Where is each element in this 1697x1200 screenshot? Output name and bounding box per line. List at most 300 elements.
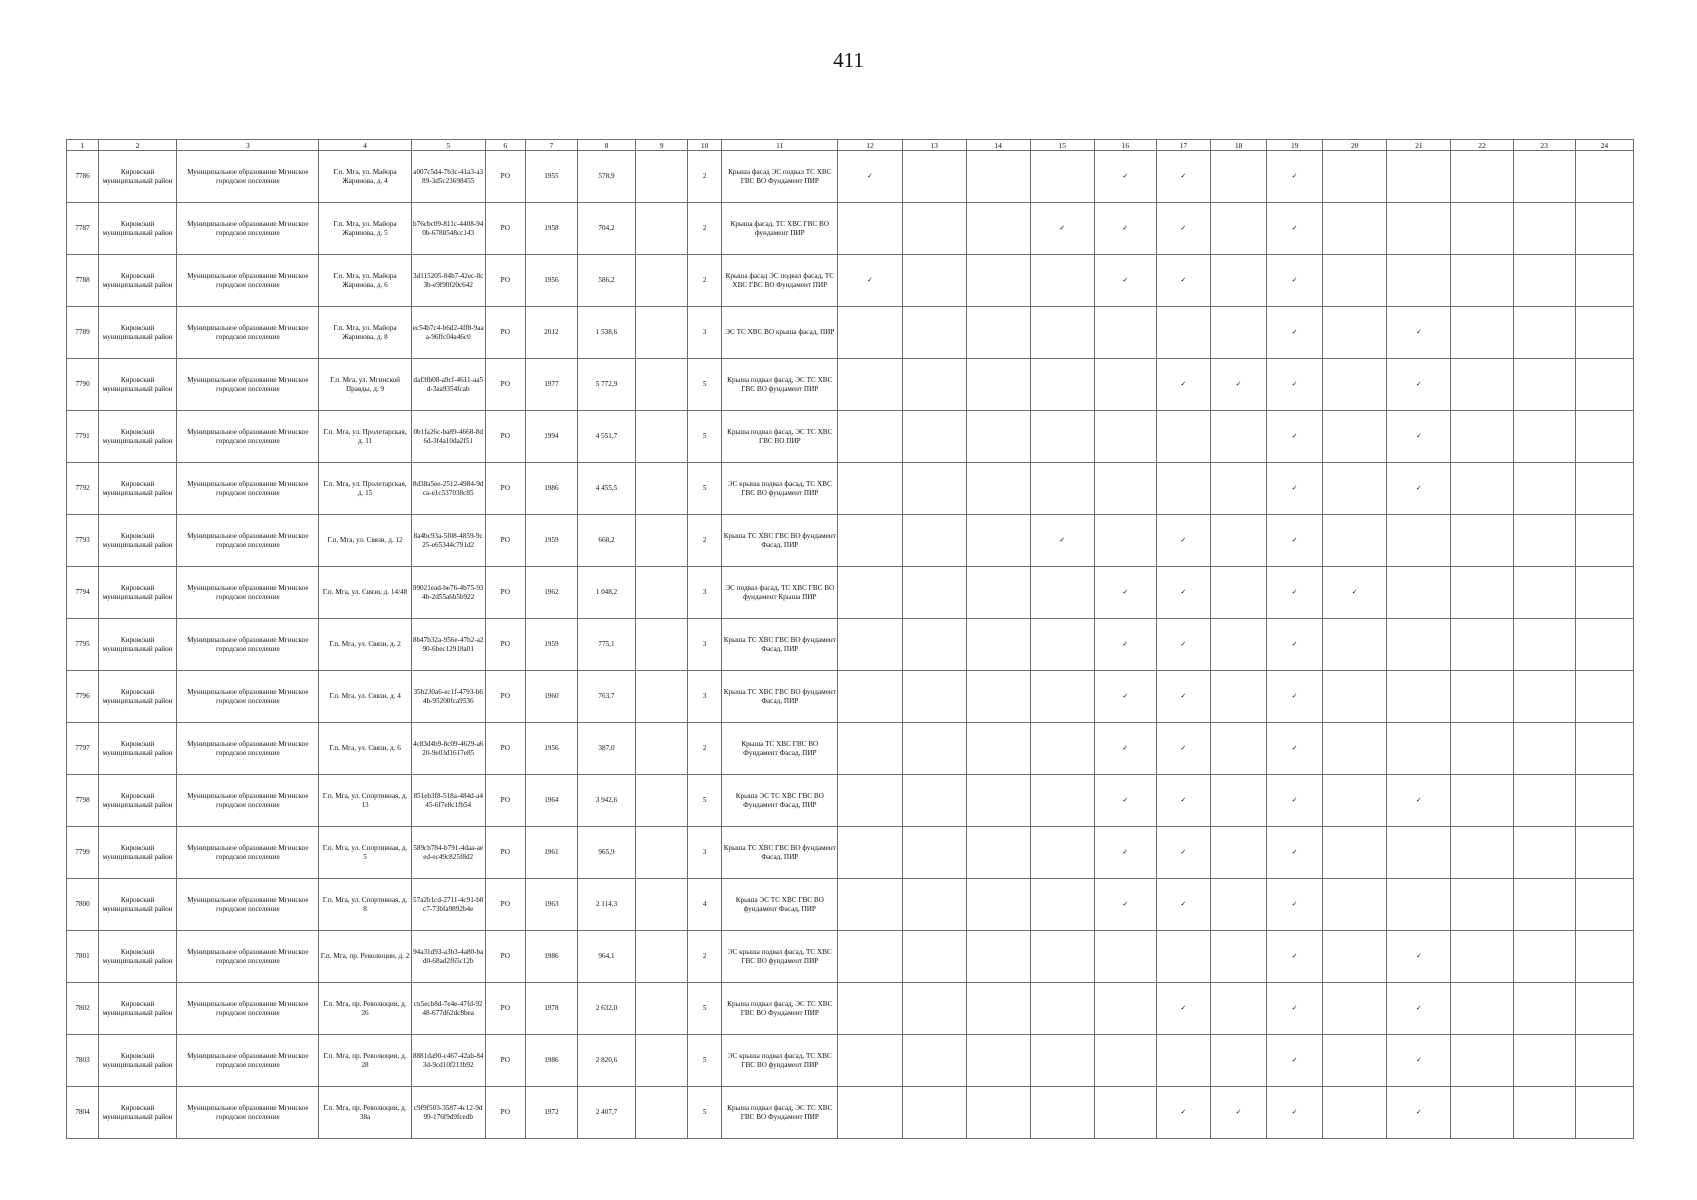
empty-cell: [902, 827, 966, 879]
area-cell: 763,7: [577, 671, 635, 723]
house-id-cell: 8a4bc93a-5f08-4859-9c25-e65344c791d2: [411, 515, 485, 567]
house-id-cell: 94a31d93-a3b3-4a80-bad0-68ad2f65c12b: [411, 931, 485, 983]
empty-cell: [636, 827, 688, 879]
empty-cell: [966, 879, 1030, 931]
empty-cell: [1094, 1087, 1156, 1139]
empty-cell: [1387, 723, 1451, 775]
empty-cell: [1575, 619, 1633, 671]
district-cell: Кировский муниципальный район: [99, 411, 177, 463]
check-mark-col-16: ✓: [1094, 151, 1156, 203]
works-cell: Крыша ТС ХВС ГВС ВО фундамент Фасад, ПИР: [722, 671, 838, 723]
empty-cell: [966, 931, 1030, 983]
house-id-cell: 4c83d4b9-8c09-4629-a620-9e03d1617e85: [411, 723, 485, 775]
works-cell: Крыша подвал фасад, ЭС ТС ХВС ГВС ВО фундамент ПИР: [722, 359, 838, 411]
floors-cell: 2: [688, 723, 722, 775]
empty-cell: [1030, 307, 1094, 359]
empty-cell: [1451, 411, 1513, 463]
empty-cell: [1451, 879, 1513, 931]
empty-cell: [1211, 307, 1267, 359]
house-id-cell: 3d115205-84b7-42ec-8c3b-e9f90f20c642: [411, 255, 485, 307]
check-mark-col-19: ✓: [1267, 931, 1323, 983]
empty-cell: [1451, 359, 1513, 411]
year-cell: 1956: [525, 255, 577, 307]
empty-cell: [1094, 463, 1156, 515]
table-row: [67, 411, 1634, 463]
ownership-cell: РО: [485, 879, 525, 931]
check-mark-col-16: ✓: [1094, 567, 1156, 619]
works-cell: Крыша фасад ЭС подвал ТС ХВС ГВС ВО Фундамент ПИР: [722, 151, 838, 203]
column-header-23: 23: [1513, 140, 1575, 151]
municipality-cell: Муниципальное образование Мгинское городское поселение: [177, 1087, 319, 1139]
year-cell: 1986: [525, 1035, 577, 1087]
check-mark-col-17: ✓: [1156, 671, 1210, 723]
floors-cell: 5: [688, 775, 722, 827]
empty-cell: [636, 775, 688, 827]
row-number: 7797: [67, 723, 99, 775]
empty-cell: [1030, 255, 1094, 307]
empty-cell: [1323, 879, 1387, 931]
row-number: 7791: [67, 411, 99, 463]
empty-cell: [902, 515, 966, 567]
area-cell: 3 942,6: [577, 775, 635, 827]
works-cell: Крыша ТС ХВС ГВС ВО Фундамент Фасад, ПИР: [722, 723, 838, 775]
address-cell: Г.п. Мга, ул. Майора Жаринова, д. 4: [319, 151, 411, 203]
works-cell: ЭС подвал фасад, ТС ХВС ГВС ВО фундамент Крыша ПИР: [722, 567, 838, 619]
empty-cell: [1513, 255, 1575, 307]
empty-cell: [1030, 567, 1094, 619]
empty-cell: [1387, 827, 1451, 879]
empty-cell: [636, 723, 688, 775]
empty-cell: [1211, 775, 1267, 827]
district-cell: Кировский муниципальный район: [99, 151, 177, 203]
empty-cell: [1575, 671, 1633, 723]
column-header-8: 8: [577, 140, 635, 151]
ownership-cell: РО: [485, 619, 525, 671]
empty-cell: [1323, 307, 1387, 359]
empty-cell: [636, 307, 688, 359]
empty-cell: [1513, 1035, 1575, 1087]
empty-cell: [1323, 203, 1387, 255]
municipality-cell: Муниципальное образование Мгинское городское поселение: [177, 151, 319, 203]
empty-cell: [1451, 203, 1513, 255]
row-number: 7794: [67, 567, 99, 619]
empty-cell: [1513, 203, 1575, 255]
district-cell: Кировский муниципальный район: [99, 723, 177, 775]
municipality-cell: Муниципальное образование Мгинское городское поселение: [177, 515, 319, 567]
address-cell: Г.п. Мга, пр. Революции, д. 2: [319, 931, 411, 983]
area-cell: 2 114,3: [577, 879, 635, 931]
floors-cell: 3: [688, 567, 722, 619]
address-cell: Г.п. Мга, ул. Майора Жаринова, д. 5: [319, 203, 411, 255]
area-cell: 775,1: [577, 619, 635, 671]
page-number: 411: [833, 48, 864, 72]
table-row: [67, 567, 1634, 619]
check-mark-col-19: ✓: [1267, 723, 1323, 775]
empty-cell: [636, 1087, 688, 1139]
empty-cell: [1323, 983, 1387, 1035]
ownership-cell: РО: [485, 723, 525, 775]
empty-cell: [1575, 775, 1633, 827]
empty-cell: [902, 1087, 966, 1139]
empty-cell: [1451, 723, 1513, 775]
floors-cell: 2: [688, 151, 722, 203]
row-number: 7789: [67, 307, 99, 359]
district-cell: Кировский муниципальный район: [99, 1087, 177, 1139]
table-row: [67, 723, 1634, 775]
address-cell: Г.п. Мга, ул. Спортивная, д. 13: [319, 775, 411, 827]
empty-cell: [902, 411, 966, 463]
check-mark-col-17: ✓: [1156, 827, 1210, 879]
empty-cell: [1030, 619, 1094, 671]
house-id-cell: ec54b7c4-b6d2-4ff8-9aaa-96ffc04a46c0: [411, 307, 485, 359]
check-mark-col-17: ✓: [1156, 203, 1210, 255]
check-mark-col-17: ✓: [1156, 723, 1210, 775]
row-number: 7804: [67, 1087, 99, 1139]
column-header-4: 4: [319, 140, 411, 151]
works-cell: Крыша подвал фасад, ЭС ТС ХВС ГВС ВО ПИР: [722, 411, 838, 463]
municipality-cell: Муниципальное образование Мгинское городское поселение: [177, 983, 319, 1035]
empty-cell: [902, 1035, 966, 1087]
empty-cell: [1575, 1035, 1633, 1087]
check-mark-col-16: ✓: [1094, 255, 1156, 307]
empty-cell: [1094, 983, 1156, 1035]
empty-cell: [1323, 827, 1387, 879]
empty-cell: [1575, 515, 1633, 567]
table-row: [67, 463, 1634, 515]
check-mark-col-19: ✓: [1267, 463, 1323, 515]
empty-cell: [1211, 203, 1267, 255]
empty-cell: [1030, 931, 1094, 983]
ownership-cell: РО: [485, 151, 525, 203]
works-cell: ЭС крыша подвал фасад, ТС ХВС ГВС ВО фундамент ПИР: [722, 463, 838, 515]
check-mark-col-17: ✓: [1156, 255, 1210, 307]
works-cell: Крыша ЭС ТС ХВС ГВС ВО фундамент Фасад, ПИР: [722, 879, 838, 931]
ownership-cell: РО: [485, 775, 525, 827]
column-header-12: 12: [838, 140, 902, 151]
address-cell: Г.п. Мга, пр. Революции, д. 28: [319, 1035, 411, 1087]
empty-cell: [1323, 359, 1387, 411]
empty-cell: [1451, 827, 1513, 879]
check-mark-col-19: ✓: [1267, 359, 1323, 411]
year-cell: 1972: [525, 1087, 577, 1139]
column-header-17: 17: [1156, 140, 1210, 151]
row-number: 7798: [67, 775, 99, 827]
column-header-10: 10: [688, 140, 722, 151]
empty-cell: [966, 463, 1030, 515]
floors-cell: 5: [688, 463, 722, 515]
empty-cell: [1323, 1035, 1387, 1087]
floors-cell: 3: [688, 307, 722, 359]
column-header-6: 6: [485, 140, 525, 151]
empty-cell: [1575, 359, 1633, 411]
municipality-cell: Муниципальное образование Мгинское городское поселение: [177, 567, 319, 619]
ownership-cell: РО: [485, 567, 525, 619]
year-cell: 1977: [525, 359, 577, 411]
municipality-cell: Муниципальное образование Мгинское городское поселение: [177, 931, 319, 983]
district-cell: Кировский муниципальный район: [99, 671, 177, 723]
floors-cell: 5: [688, 1087, 722, 1139]
empty-cell: [1387, 255, 1451, 307]
house-id-cell: 589cb784-b791-4daa-aeed-ec49c825f8d2: [411, 827, 485, 879]
empty-cell: [636, 567, 688, 619]
floors-cell: 4: [688, 879, 722, 931]
empty-cell: [902, 255, 966, 307]
empty-cell: [1513, 671, 1575, 723]
table-row: [67, 203, 1634, 255]
column-header-9: 9: [636, 140, 688, 151]
address-cell: Г.п. Мга, ул. Связи, д. 2: [319, 619, 411, 671]
empty-cell: [1211, 1035, 1267, 1087]
empty-cell: [838, 879, 902, 931]
house-id-cell: 8b47b32a-956e-47b2-a290-6bec12918a01: [411, 619, 485, 671]
empty-cell: [636, 203, 688, 255]
row-number: 7786: [67, 151, 99, 203]
check-mark-col-17: ✓: [1156, 983, 1210, 1035]
empty-cell: [1513, 983, 1575, 1035]
empty-cell: [838, 203, 902, 255]
check-mark-col-17: ✓: [1156, 151, 1210, 203]
district-cell: Кировский муниципальный район: [99, 1035, 177, 1087]
empty-cell: [1387, 619, 1451, 671]
empty-cell: [1451, 983, 1513, 1035]
empty-cell: [1575, 879, 1633, 931]
empty-cell: [838, 1035, 902, 1087]
area-cell: 704,2: [577, 203, 635, 255]
empty-cell: [902, 307, 966, 359]
area-cell: 668,2: [577, 515, 635, 567]
empty-cell: [1094, 307, 1156, 359]
check-mark-col-19: ✓: [1267, 1035, 1323, 1087]
table-row: [67, 983, 1634, 1035]
ownership-cell: РО: [485, 463, 525, 515]
house-id-cell: cn5ecb8d-7e4e-47fd-9248-677d62dc8bea: [411, 983, 485, 1035]
row-number: 7799: [67, 827, 99, 879]
district-cell: Кировский муниципальный район: [99, 619, 177, 671]
check-mark-col-17: ✓: [1156, 567, 1210, 619]
row-number: 7803: [67, 1035, 99, 1087]
empty-cell: [1575, 151, 1633, 203]
empty-cell: [1030, 151, 1094, 203]
empty-cell: [966, 619, 1030, 671]
municipality-cell: Муниципальное образование Мгинское городское поселение: [177, 307, 319, 359]
works-cell: ЭС крыша подвал фасад, ТС ХВС ГВС ВО фундамент ПИР: [722, 1035, 838, 1087]
area-cell: 387,0: [577, 723, 635, 775]
district-cell: Кировский муниципальный район: [99, 463, 177, 515]
municipality-cell: Муниципальное образование Мгинское городское поселение: [177, 255, 319, 307]
empty-cell: [1451, 255, 1513, 307]
check-mark-col-17: ✓: [1156, 1087, 1210, 1139]
row-number: 7795: [67, 619, 99, 671]
check-mark-col-19: ✓: [1267, 411, 1323, 463]
empty-cell: [1513, 723, 1575, 775]
check-mark-col-19: ✓: [1267, 307, 1323, 359]
year-cell: 1959: [525, 619, 577, 671]
check-mark-col-16: ✓: [1094, 879, 1156, 931]
empty-cell: [1211, 723, 1267, 775]
empty-cell: [966, 827, 1030, 879]
empty-cell: [1323, 723, 1387, 775]
check-mark-col-16: ✓: [1094, 619, 1156, 671]
house-id-cell: a007c5d4-7b3c-41a3-a389-3d5c23698455: [411, 151, 485, 203]
row-number: 7801: [67, 931, 99, 983]
table-row: [67, 307, 1634, 359]
table-row: [67, 879, 1634, 931]
municipality-cell: Муниципальное образование Мгинское городское поселение: [177, 1035, 319, 1087]
empty-cell: [1211, 879, 1267, 931]
empty-cell: [1513, 515, 1575, 567]
empty-cell: [902, 359, 966, 411]
house-id-cell: 35b230a6-ec1f-4793-b64b-95200fca9536: [411, 671, 485, 723]
check-mark-col-19: ✓: [1267, 671, 1323, 723]
empty-cell: [966, 1087, 1030, 1139]
check-mark-col-21: ✓: [1387, 1035, 1451, 1087]
empty-cell: [636, 931, 688, 983]
check-mark-col-16: ✓: [1094, 827, 1156, 879]
year-cell: 1994: [525, 411, 577, 463]
empty-cell: [1513, 463, 1575, 515]
empty-cell: [966, 723, 1030, 775]
empty-cell: [1323, 151, 1387, 203]
empty-cell: [1211, 463, 1267, 515]
table-row: [67, 671, 1634, 723]
district-cell: Кировский муниципальный район: [99, 203, 177, 255]
district-cell: Кировский муниципальный район: [99, 255, 177, 307]
empty-cell: [838, 827, 902, 879]
empty-cell: [1513, 775, 1575, 827]
empty-cell: [966, 671, 1030, 723]
empty-cell: [1211, 515, 1267, 567]
works-cell: Крыша подвал фасад, ЭС ТС ХВС ГВС ВО Фундамент ПИР: [722, 983, 838, 1035]
empty-cell: [1387, 203, 1451, 255]
house-id-cell: 0b1fa26c-ba89-4668-8d6d-3f4a10da2f51: [411, 411, 485, 463]
empty-cell: [838, 411, 902, 463]
municipality-cell: Муниципальное образование Мгинское городское поселение: [177, 671, 319, 723]
empty-cell: [1156, 411, 1210, 463]
floors-cell: 3: [688, 619, 722, 671]
check-mark-col-16: ✓: [1094, 671, 1156, 723]
empty-cell: [902, 931, 966, 983]
column-header-1: 1: [67, 140, 99, 151]
empty-cell: [1156, 931, 1210, 983]
address-cell: Г.п. Мга, пр. Революции, д. 38а: [319, 1087, 411, 1139]
check-mark-col-16: ✓: [1094, 203, 1156, 255]
column-header-5: 5: [411, 140, 485, 151]
empty-cell: [1211, 827, 1267, 879]
empty-cell: [1451, 1087, 1513, 1139]
empty-cell: [636, 619, 688, 671]
check-mark-col-17: ✓: [1156, 619, 1210, 671]
column-header-13: 13: [902, 140, 966, 151]
floors-cell: 2: [688, 255, 722, 307]
check-mark-col-21: ✓: [1387, 1087, 1451, 1139]
empty-cell: [1575, 983, 1633, 1035]
empty-cell: [1094, 1035, 1156, 1087]
empty-cell: [966, 775, 1030, 827]
floors-cell: 2: [688, 931, 722, 983]
check-mark-col-12: ✓: [838, 151, 902, 203]
empty-cell: [1094, 931, 1156, 983]
empty-cell: [1513, 411, 1575, 463]
check-mark-col-19: ✓: [1267, 515, 1323, 567]
empty-cell: [636, 463, 688, 515]
row-number: 7788: [67, 255, 99, 307]
empty-cell: [966, 359, 1030, 411]
empty-cell: [1211, 255, 1267, 307]
empty-cell: [1575, 463, 1633, 515]
empty-cell: [966, 255, 1030, 307]
empty-cell: [1030, 1035, 1094, 1087]
works-cell: Крыша ТС ХВС ГВС ВО фундамент Фасад, ПИР: [722, 619, 838, 671]
empty-cell: [1030, 411, 1094, 463]
empty-cell: [838, 463, 902, 515]
empty-cell: [1451, 775, 1513, 827]
address-cell: Г.п. Мга, ул. Связи, д. 6: [319, 723, 411, 775]
ownership-cell: РО: [485, 515, 525, 567]
address-cell: Г.п. Мга, ул. Связи, д. 4: [319, 671, 411, 723]
address-cell: Г.п. Мга, ул. Майора Жаринова, д. 6: [319, 255, 411, 307]
works-cell: Крыша подвал фасад, ЭС ТС ХВС ГВС ВО Фундамент ПИР: [722, 1087, 838, 1139]
empty-cell: [966, 983, 1030, 1035]
year-cell: 1964: [525, 775, 577, 827]
empty-cell: [1211, 983, 1267, 1035]
district-cell: Кировский муниципальный район: [99, 307, 177, 359]
empty-cell: [1323, 255, 1387, 307]
check-mark-col-21: ✓: [1387, 463, 1451, 515]
empty-cell: [902, 567, 966, 619]
empty-cell: [1451, 515, 1513, 567]
empty-cell: [1575, 931, 1633, 983]
district-cell: Кировский муниципальный район: [99, 775, 177, 827]
column-header-15: 15: [1030, 140, 1094, 151]
year-cell: 1963: [525, 879, 577, 931]
municipality-cell: Муниципальное образование Мгинское городское поселение: [177, 463, 319, 515]
house-id-cell: 99021ead-be76-4b75-934b-2d55a6b5b922: [411, 567, 485, 619]
check-mark-col-16: ✓: [1094, 723, 1156, 775]
floors-cell: 3: [688, 827, 722, 879]
empty-cell: [636, 359, 688, 411]
empty-cell: [1575, 827, 1633, 879]
empty-cell: [1030, 983, 1094, 1035]
empty-cell: [1323, 411, 1387, 463]
address-cell: Г.п. Мга, ул. Связи, д. 14/48: [319, 567, 411, 619]
empty-cell: [838, 307, 902, 359]
empty-cell: [1211, 567, 1267, 619]
empty-cell: [902, 983, 966, 1035]
empty-cell: [838, 1087, 902, 1139]
ownership-cell: РО: [485, 307, 525, 359]
check-mark-col-21: ✓: [1387, 307, 1451, 359]
empty-cell: [902, 723, 966, 775]
municipality-cell: Муниципальное образование Мгинское городское поселение: [177, 359, 319, 411]
empty-cell: [1323, 1087, 1387, 1139]
check-mark-col-19: ✓: [1267, 879, 1323, 931]
empty-cell: [902, 151, 966, 203]
address-cell: Г.п. Мга, ул. Спортивная, д. 5: [319, 827, 411, 879]
check-mark-col-19: ✓: [1267, 775, 1323, 827]
table-row: [67, 151, 1634, 203]
ownership-cell: РО: [485, 983, 525, 1035]
table-row: [67, 827, 1634, 879]
empty-cell: [966, 567, 1030, 619]
empty-cell: [1030, 671, 1094, 723]
empty-cell: [1156, 1035, 1210, 1087]
column-header-3: 3: [177, 140, 319, 151]
area-cell: 5 772,9: [577, 359, 635, 411]
check-mark-col-17: ✓: [1156, 359, 1210, 411]
empty-cell: [1513, 359, 1575, 411]
check-mark-col-15: ✓: [1030, 203, 1094, 255]
table-row: [67, 775, 1634, 827]
